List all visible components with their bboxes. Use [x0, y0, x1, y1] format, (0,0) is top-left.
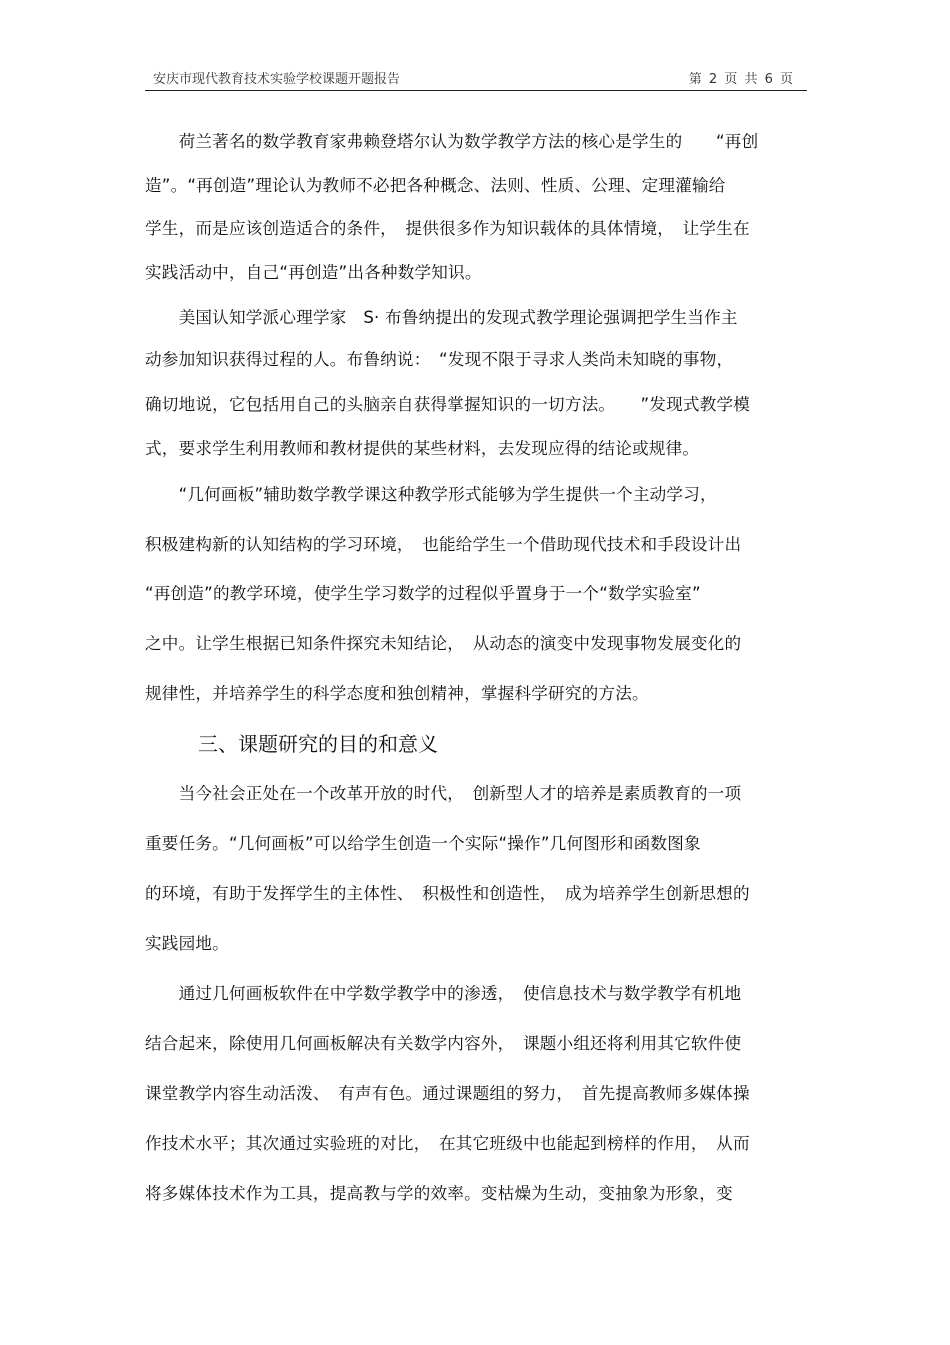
text-line: 将多媒体技术作为工具，提高教与学的效率。变枯燥为生动，变抽象为形象，变	[145, 1184, 733, 1203]
text-line: 作技术水平；其次通过实验班的对比， 在其它班级中也能起到榜样的作用， 从而	[145, 1134, 750, 1153]
section-heading: 三、课题研究的目的和意义	[198, 732, 438, 756]
page-header	[145, 66, 807, 91]
text-line: 动参加知识获得过程的人。布鲁纳说： “发现不限于寻求人类尚未知晓的事物，	[145, 350, 734, 369]
text-line: 实践活动中，自己“再创造”出各种数学知识。	[145, 263, 482, 282]
text-line: 课堂教学内容生动活泼、 有声有色。通过课题组的努力， 首先提高教师多媒体操	[145, 1084, 750, 1103]
text-line: 式，要求学生利用教师和教材提供的某些材料，去发现应得的结论或规律。	[145, 439, 700, 458]
text-line: 荷兰著名的数学教育家弗赖登塔尔认为数学教学方法的核心是学生的 “再创	[145, 132, 759, 151]
text-line: 当今社会正处在一个改革开放的时代， 创新型人才的培养是素质教育的一项	[145, 784, 742, 803]
text-line: 造”。“再创造”理论认为教师不必把各种概念、法则、性质、公理、定理灌输给	[145, 176, 726, 195]
header-title: 安庆市现代教育技术实验学校课题开题报告	[153, 72, 401, 87]
text-line: 重要任务。“几何画板”可以给学生创造一个实际“操作”几何图形和函数图象	[145, 834, 701, 853]
text-line: 结合起来，除使用几何画板解决有关数学内容外， 课题小组还将利用其它软件使	[145, 1034, 742, 1053]
text-line: 积极建构新的认知结构的学习环境， 也能给学生一个借助现代技术和手段设计出	[145, 535, 742, 554]
text-line: “再创造”的教学环境，使学生学习数学的过程似乎置身于一个“数学实验室”	[145, 584, 701, 603]
text-line: 规律性，并培养学生的科学态度和独创精神，掌握科学研究的方法。	[145, 684, 649, 703]
text-line: 实践园地。	[145, 934, 229, 953]
text-line: “几何画板”辅助数学教学课这种教学形式能够为学生提供一个主动学习，	[145, 485, 717, 504]
text-line: 确切地说，它包括用自己的头脑亲自获得掌握知识的一切方法。 ”发现式教学模	[145, 395, 751, 414]
text-line: 之中。让学生根据已知条件探究未知结论， 从动态的演变中发现事物发展变化的	[145, 634, 742, 653]
text-line: 通过几何画板软件在中学数学教学中的渗透， 使信息技术与数学教学有机地	[145, 984, 742, 1003]
page-number: 第 2 页 共 6 页	[688, 72, 793, 87]
text-line: 的环境，有助于发挥学生的主体性、 积极性和创造性， 成为培养学生创新思想的	[145, 884, 750, 903]
text-line: 美国认知学派心理学家 S· 布鲁纳提出的发现式教学理论强调把学生当作主	[145, 308, 738, 327]
text-line: 学生，而是应该创造适合的条件， 提供很多作为知识载体的具体情境， 让学生在	[145, 219, 750, 238]
